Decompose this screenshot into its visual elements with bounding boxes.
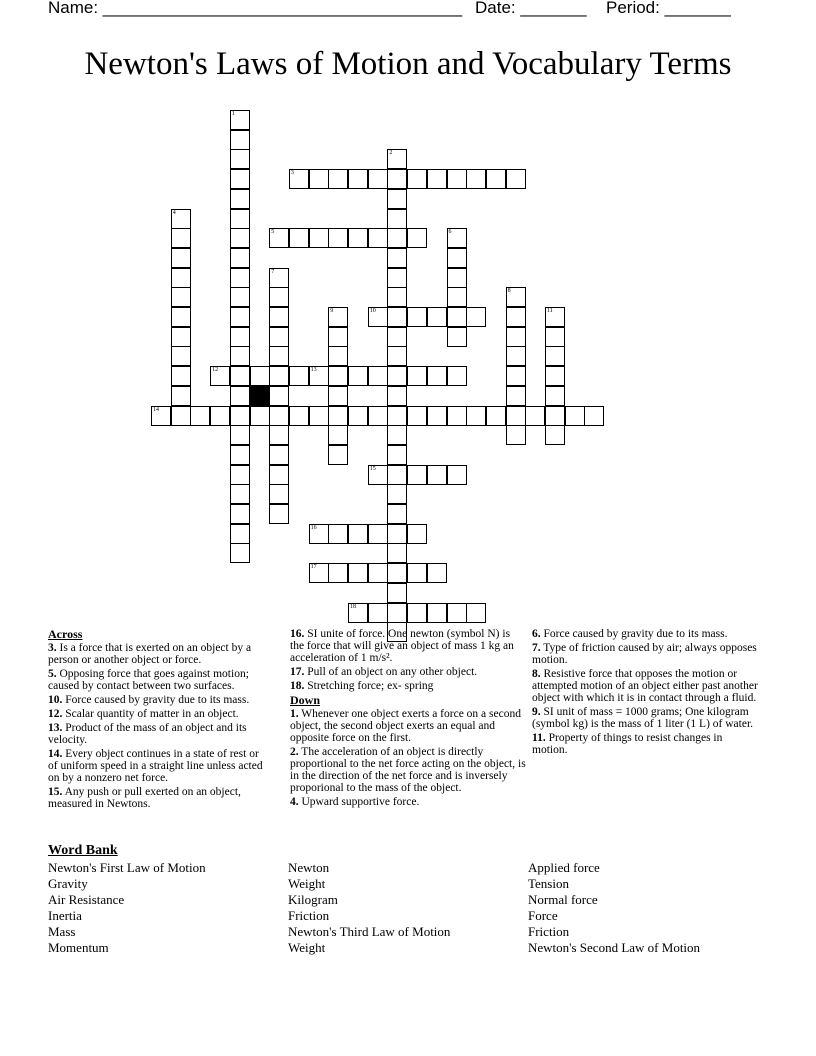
crossword-cell[interactable] [368,465,388,485]
crossword-cell[interactable] [407,307,427,327]
crossword-cell[interactable] [328,169,348,189]
word-bank-entry: Weight [288,876,326,891]
clue-text: Scalar quantity of matter in an object. [62,708,239,720]
crossword-cell[interactable] [387,268,407,288]
crossword-cell[interactable] [368,366,388,386]
crossword-cell[interactable] [427,406,447,426]
crossword-cell[interactable] [230,504,250,524]
crossword-cell[interactable] [171,327,191,347]
crossword-cell[interactable] [407,366,427,386]
clue-number: 2. [290,746,299,758]
crossword-cell[interactable] [447,307,467,327]
crossword-cell[interactable] [269,465,289,485]
crossword-cell[interactable] [506,366,526,386]
crossword-cell[interactable] [407,169,427,189]
crossword-cell[interactable] [387,287,407,307]
crossword-cell[interactable] [447,268,467,288]
crossword-cell[interactable] [328,346,348,366]
clue-number: 6 [448,229,452,236]
clue-item [532,706,760,730]
clue-number: 17 [310,564,317,571]
crossword-cell[interactable] [387,189,407,209]
crossword-cell[interactable] [447,248,467,268]
crossword-cell[interactable] [230,130,250,150]
crossword-cell[interactable] [328,228,348,248]
clue-text: Every object continues in a state of rest or of uniform speed in a straight line unless acted on by a nonzero net force. [48,748,263,784]
crossword-cell[interactable] [210,366,230,386]
crossword-cell[interactable] [506,327,526,347]
crossword-cell[interactable] [545,346,565,366]
clue-text: Type of friction caused by air; always opposes motion. [532,642,757,666]
clue-item [48,708,270,720]
crossword-cell[interactable] [545,425,565,445]
crossword-cell[interactable] [447,406,467,426]
clue-number: 12 [212,367,219,374]
crossword-cell[interactable] [387,248,407,268]
clue-number: 9 [330,308,334,314]
clue-item [48,748,270,784]
crossword-cell[interactable] [171,287,191,307]
clue-text: Opposing force that goes against motion; caused by contact between two surfaces. [48,668,249,692]
clue-number: 10 [369,308,376,314]
clue-text: SI unite of force. One newton (symbol N) is the force that will give an object of mass 1 kg an acceleration of 1 m/s². [290,628,514,664]
crossword-cell[interactable] [387,346,407,366]
clue-text: Product of the mass of an object and its velocity. [48,722,247,746]
crossword-cell[interactable] [387,228,407,248]
clue-text: The acceleration of an object is directly proportional to the net force acting on the object, is in the direction of the net force and is inversely proporional to the mass of the object. [290,746,526,794]
crossword-cell[interactable] [230,169,250,189]
crossword-cell[interactable] [269,366,289,386]
crossword-cell[interactable] [230,543,250,563]
clue-number: 3 [290,170,294,177]
crossword-cell[interactable] [387,603,407,623]
date-field[interactable]: Date: _______ [475,0,587,17]
down-clue-list-continued [532,628,760,756]
clue-text: Whenever one object exerts a force on a second object, the second object exerts an equal and opposite force on the first. [290,708,521,744]
clue-number: 6. [532,628,541,640]
clue-number: 17. [290,666,305,678]
crossword-cell[interactable] [328,406,348,426]
clue-text: Stretching force; ex- spring [304,680,434,692]
clue-item [290,666,526,678]
crossword-cell[interactable] [269,425,289,445]
crossword-cell[interactable] [407,228,427,248]
clue-number: 10. [48,694,63,706]
word-bank-entry: Force [528,908,558,923]
crossword-cell[interactable] [368,406,388,426]
crossword-cell[interactable] [269,287,289,307]
clue-text: Property of things to resist changes in motion. [532,732,723,756]
crossword-cell[interactable] [328,524,348,544]
crossword-cell[interactable] [427,366,447,386]
clue-number: 5 [271,229,275,236]
word-bank-entry: Normal force [528,892,598,907]
crossword-cell[interactable] [368,563,388,583]
crossword-cell[interactable] [466,406,486,426]
crossword-cell[interactable] [328,386,348,406]
name-field[interactable]: Name: ______________________________________ [48,0,463,17]
crossword-cell[interactable] [427,169,447,189]
crossword-cell[interactable] [427,563,447,583]
clue-item [532,642,760,666]
clue-number: 18. [290,680,305,692]
crossword-cell[interactable] [309,563,329,583]
crossword-cell[interactable] [230,386,250,406]
crossword-cell[interactable] [210,406,230,426]
crossword-cell[interactable] [447,603,467,623]
crossword-cell[interactable] [387,327,407,347]
crossword-cell[interactable] [171,386,191,406]
clue-item [532,628,760,640]
crossword-cell[interactable] [309,524,329,544]
crossword-cell[interactable] [387,149,407,169]
period-field[interactable]: Period: _______ [606,0,731,17]
clue-item [532,732,760,756]
word-bank-entry: Inertia [48,908,82,923]
crossword-cell[interactable] [171,209,191,229]
clue-text: Force caused by gravity due to its mass. [540,628,728,640]
crossword-cell[interactable] [348,524,368,544]
crossword-cell[interactable] [368,603,388,623]
crossword-cell[interactable] [269,386,289,406]
crossword-cell[interactable] [368,524,388,544]
across-clue-list-continued [290,628,526,692]
word-bank-column-3 [528,860,700,956]
crossword-cell[interactable] [368,307,388,327]
crossword-cell[interactable] [230,287,250,307]
crossword-cell[interactable] [328,425,348,445]
clue-number: 9. [532,706,541,718]
crossword-cell[interactable] [387,425,407,445]
crossword-cell[interactable] [230,248,250,268]
clue-number: 11 [547,308,553,314]
word-bank-entry: Tension [528,876,569,891]
crossword-cell[interactable] [348,228,368,248]
crossword-cell[interactable] [230,346,250,366]
clue-number: 16. [290,628,305,640]
crossword-cell[interactable] [309,228,329,248]
clue-number: 16 [310,524,317,531]
word-bank-column-1 [48,860,206,956]
clue-number: 15 [369,465,376,472]
crossword-cell[interactable] [447,169,467,189]
crossword-cell[interactable] [387,504,407,524]
crossword-cell[interactable] [387,484,407,504]
crossword-cell[interactable] [328,327,348,347]
crossword-cell[interactable] [171,268,191,288]
crossword-cell[interactable] [171,366,191,386]
crossword-cell[interactable] [387,307,407,327]
crossword-cell[interactable] [171,228,191,248]
clue-number: 8. [532,668,541,680]
crossword-cell[interactable] [387,465,407,485]
clue-number: 5. [48,668,57,680]
clue-number: 3. [48,642,57,654]
crossword-cell[interactable] [230,209,250,229]
crossword-cell[interactable] [447,287,467,307]
crossword-cell[interactable] [447,228,467,248]
clues-column-1 [48,628,270,812]
clue-number: 4 [172,209,176,216]
clue-item [48,786,270,810]
clue-number: 8 [507,288,511,295]
word-bank-entry: Friction [288,908,330,923]
crossword-cell[interactable] [506,425,526,445]
crossword-cell[interactable] [190,406,210,426]
page-title: Newton's Laws of Motion and Vocabulary Terms [84,46,732,82]
clue-item [532,668,760,704]
word-bank-entry: Newton's Second Law of Motion [528,940,701,955]
crossword-cell[interactable] [565,406,585,426]
crossword-cell[interactable] [328,445,348,465]
crossword-cell[interactable] [269,406,289,426]
word-bank-entry: Newton's First Law of Motion [48,860,206,875]
crossword-cell[interactable] [289,366,309,386]
crossword-cell[interactable] [466,603,486,623]
crossword-cell[interactable] [506,386,526,406]
crossword-cell[interactable] [387,563,407,583]
crossword-cell[interactable] [230,406,250,426]
crossword-cell[interactable] [407,563,427,583]
crossword-cell[interactable] [230,110,250,130]
crossword-cell[interactable] [348,406,368,426]
crossword-cell[interactable] [506,287,526,307]
crossword-cell[interactable] [545,307,565,327]
crossword-cell[interactable] [407,406,427,426]
clue-text: Is a force that is exerted on an object by a person or another object or force. [48,642,252,666]
crossword-cell[interactable] [506,169,526,189]
crossword-cell[interactable] [368,169,388,189]
crossword-cell[interactable] [309,366,329,386]
crossword-cell[interactable] [486,406,506,426]
word-bank-entry: Momentum [48,940,109,955]
crossword-cell[interactable] [250,366,270,386]
crossword-cell[interactable] [447,366,467,386]
word-bank-entry: Newton's Third Law of Motion [288,924,451,939]
crossword-cell[interactable] [387,543,407,563]
crossword-cell[interactable] [348,169,368,189]
clue-item [290,628,526,664]
crossword-cell[interactable] [506,346,526,366]
crossword-cell[interactable] [230,484,250,504]
crossword-cell[interactable] [545,366,565,386]
crossword-cell[interactable] [230,189,250,209]
crossword-cell[interactable] [328,366,348,386]
crossword-cell[interactable] [309,169,329,189]
crossword-cell[interactable] [171,307,191,327]
crossword-cell[interactable] [269,307,289,327]
crossword-cell[interactable] [309,406,329,426]
down-clue-list [290,708,526,808]
crossword-cell[interactable] [171,248,191,268]
clue-number: 14 [153,406,159,413]
crossword-cell[interactable] [387,406,407,426]
clue-number: 7 [271,268,275,275]
clue-text: Resistive force that opposes the motion or attempted motion of an object either past another object with which it is in contact through a fluid. [532,668,758,704]
crossword-cell[interactable] [427,307,447,327]
clue-number: 13. [48,722,63,734]
clue-text: Upward supportive force. [298,796,420,808]
clue-text: Any push or pull exerted on an object, measured in Newtons. [48,786,241,810]
word-bank-entry: Applied force [528,860,600,875]
word-bank-entry: Newton [288,860,330,875]
crossword-cell[interactable] [525,406,545,426]
crossword-cell[interactable] [387,445,407,465]
clue-number: 4. [290,796,299,808]
clue-number: 15. [48,786,63,798]
clue-number: 2 [389,150,393,157]
clue-item [290,680,526,692]
clue-item [48,694,270,706]
crossword-cell[interactable] [348,366,368,386]
crossword-cell[interactable] [289,406,309,426]
word-bank-entry: Air Resistance [48,892,125,907]
clues-column-2 [290,628,526,810]
crossword-cell[interactable] [545,327,565,347]
crossword-cell[interactable] [289,228,309,248]
clue-text: SI unit of mass = 1000 grams; One kilogram (symbol kg) is the mass of 1 liter (1 L) of water. [532,706,754,730]
crossword-cell[interactable] [387,524,407,544]
crossword-cell[interactable] [269,445,289,465]
crossword-cell[interactable] [466,169,486,189]
crossword-cell[interactable] [250,406,270,426]
crossword-cell[interactable] [506,406,526,426]
crossword-cell[interactable] [230,425,250,445]
crossword-cell[interactable] [584,406,604,426]
across-clue-list [48,642,270,810]
word-bank-column-2 [288,860,450,956]
clue-text: Pull of an object on any other object. [304,666,478,678]
crossword-cell[interactable] [328,563,348,583]
crossword-cell[interactable] [407,524,427,544]
clue-item [290,746,526,794]
crossword-cell[interactable] [230,268,250,288]
crossword-cell[interactable] [407,603,427,623]
crossword-cell[interactable] [230,445,250,465]
crossword-cell[interactable] [230,228,250,248]
crossword-cell[interactable] [348,563,368,583]
word-bank-entry: Kilogram [288,892,338,907]
clue-number: 1 [231,111,235,117]
crossword-cell[interactable] [269,228,289,248]
clue-item [48,668,270,692]
word-bank-entry: Gravity [48,876,88,891]
crossword-cell[interactable] [545,386,565,406]
crossword-cell[interactable] [269,268,289,288]
clue-number: 1. [290,708,299,720]
crossword-cell[interactable] [230,327,250,347]
crossword-cell[interactable] [171,406,191,426]
crossword-cell[interactable] [230,366,250,386]
crossword-cell[interactable] [545,406,565,426]
clue-number: 13 [310,367,317,374]
across-heading: Across [48,627,83,641]
clue-item [290,708,526,744]
word-bank-entry: Mass [48,924,76,939]
crossword-cell[interactable] [269,346,289,366]
clue-number: 18 [350,603,356,610]
clue-number: 11. [532,732,546,744]
crossword-cell[interactable] [427,603,447,623]
down-heading: Down [290,693,321,707]
crossword-cell[interactable] [466,307,486,327]
crossword-cell[interactable] [230,307,250,327]
crossword-cell[interactable] [269,504,289,524]
clue-item [290,796,526,808]
crossword-cell[interactable] [289,169,309,189]
crossword-cell[interactable] [151,406,171,426]
crossword-cell[interactable] [486,169,506,189]
crossword-cell[interactable] [427,465,447,485]
crossword-cell[interactable] [387,386,407,406]
crossword-cell[interactable] [230,524,250,544]
crossword-cell[interactable] [171,346,191,366]
crossword-cell[interactable] [230,465,250,485]
crossword-cell[interactable] [447,465,467,485]
clues-column-3 [532,628,760,758]
crossword-cell[interactable] [269,327,289,347]
crossword-cell[interactable] [387,169,407,189]
clue-number: 14. [48,748,63,760]
clue-item [48,642,270,666]
crossword-cell[interactable] [230,149,250,169]
crossword-cell[interactable] [348,603,368,623]
crossword-cell[interactable] [269,484,289,504]
clue-text: Force caused by gravity due to its mass. [62,694,250,706]
crossword-block-cell [250,386,270,406]
crossword-cell[interactable] [387,209,407,229]
crossword-cell[interactable] [447,327,467,347]
clue-number: 7. [532,642,541,654]
crossword-cell[interactable] [506,307,526,327]
crossword-cell[interactable] [387,583,407,603]
word-bank-entry: Weight [288,940,326,955]
crossword-cell[interactable] [328,307,348,327]
crossword-cell[interactable] [368,228,388,248]
crossword-cell[interactable] [407,465,427,485]
clue-number: 12. [48,708,63,720]
word-bank-title: Word Bank [48,843,118,858]
clue-item [48,722,270,746]
crossword-cell[interactable] [387,366,407,386]
word-bank-entry: Friction [528,924,570,939]
